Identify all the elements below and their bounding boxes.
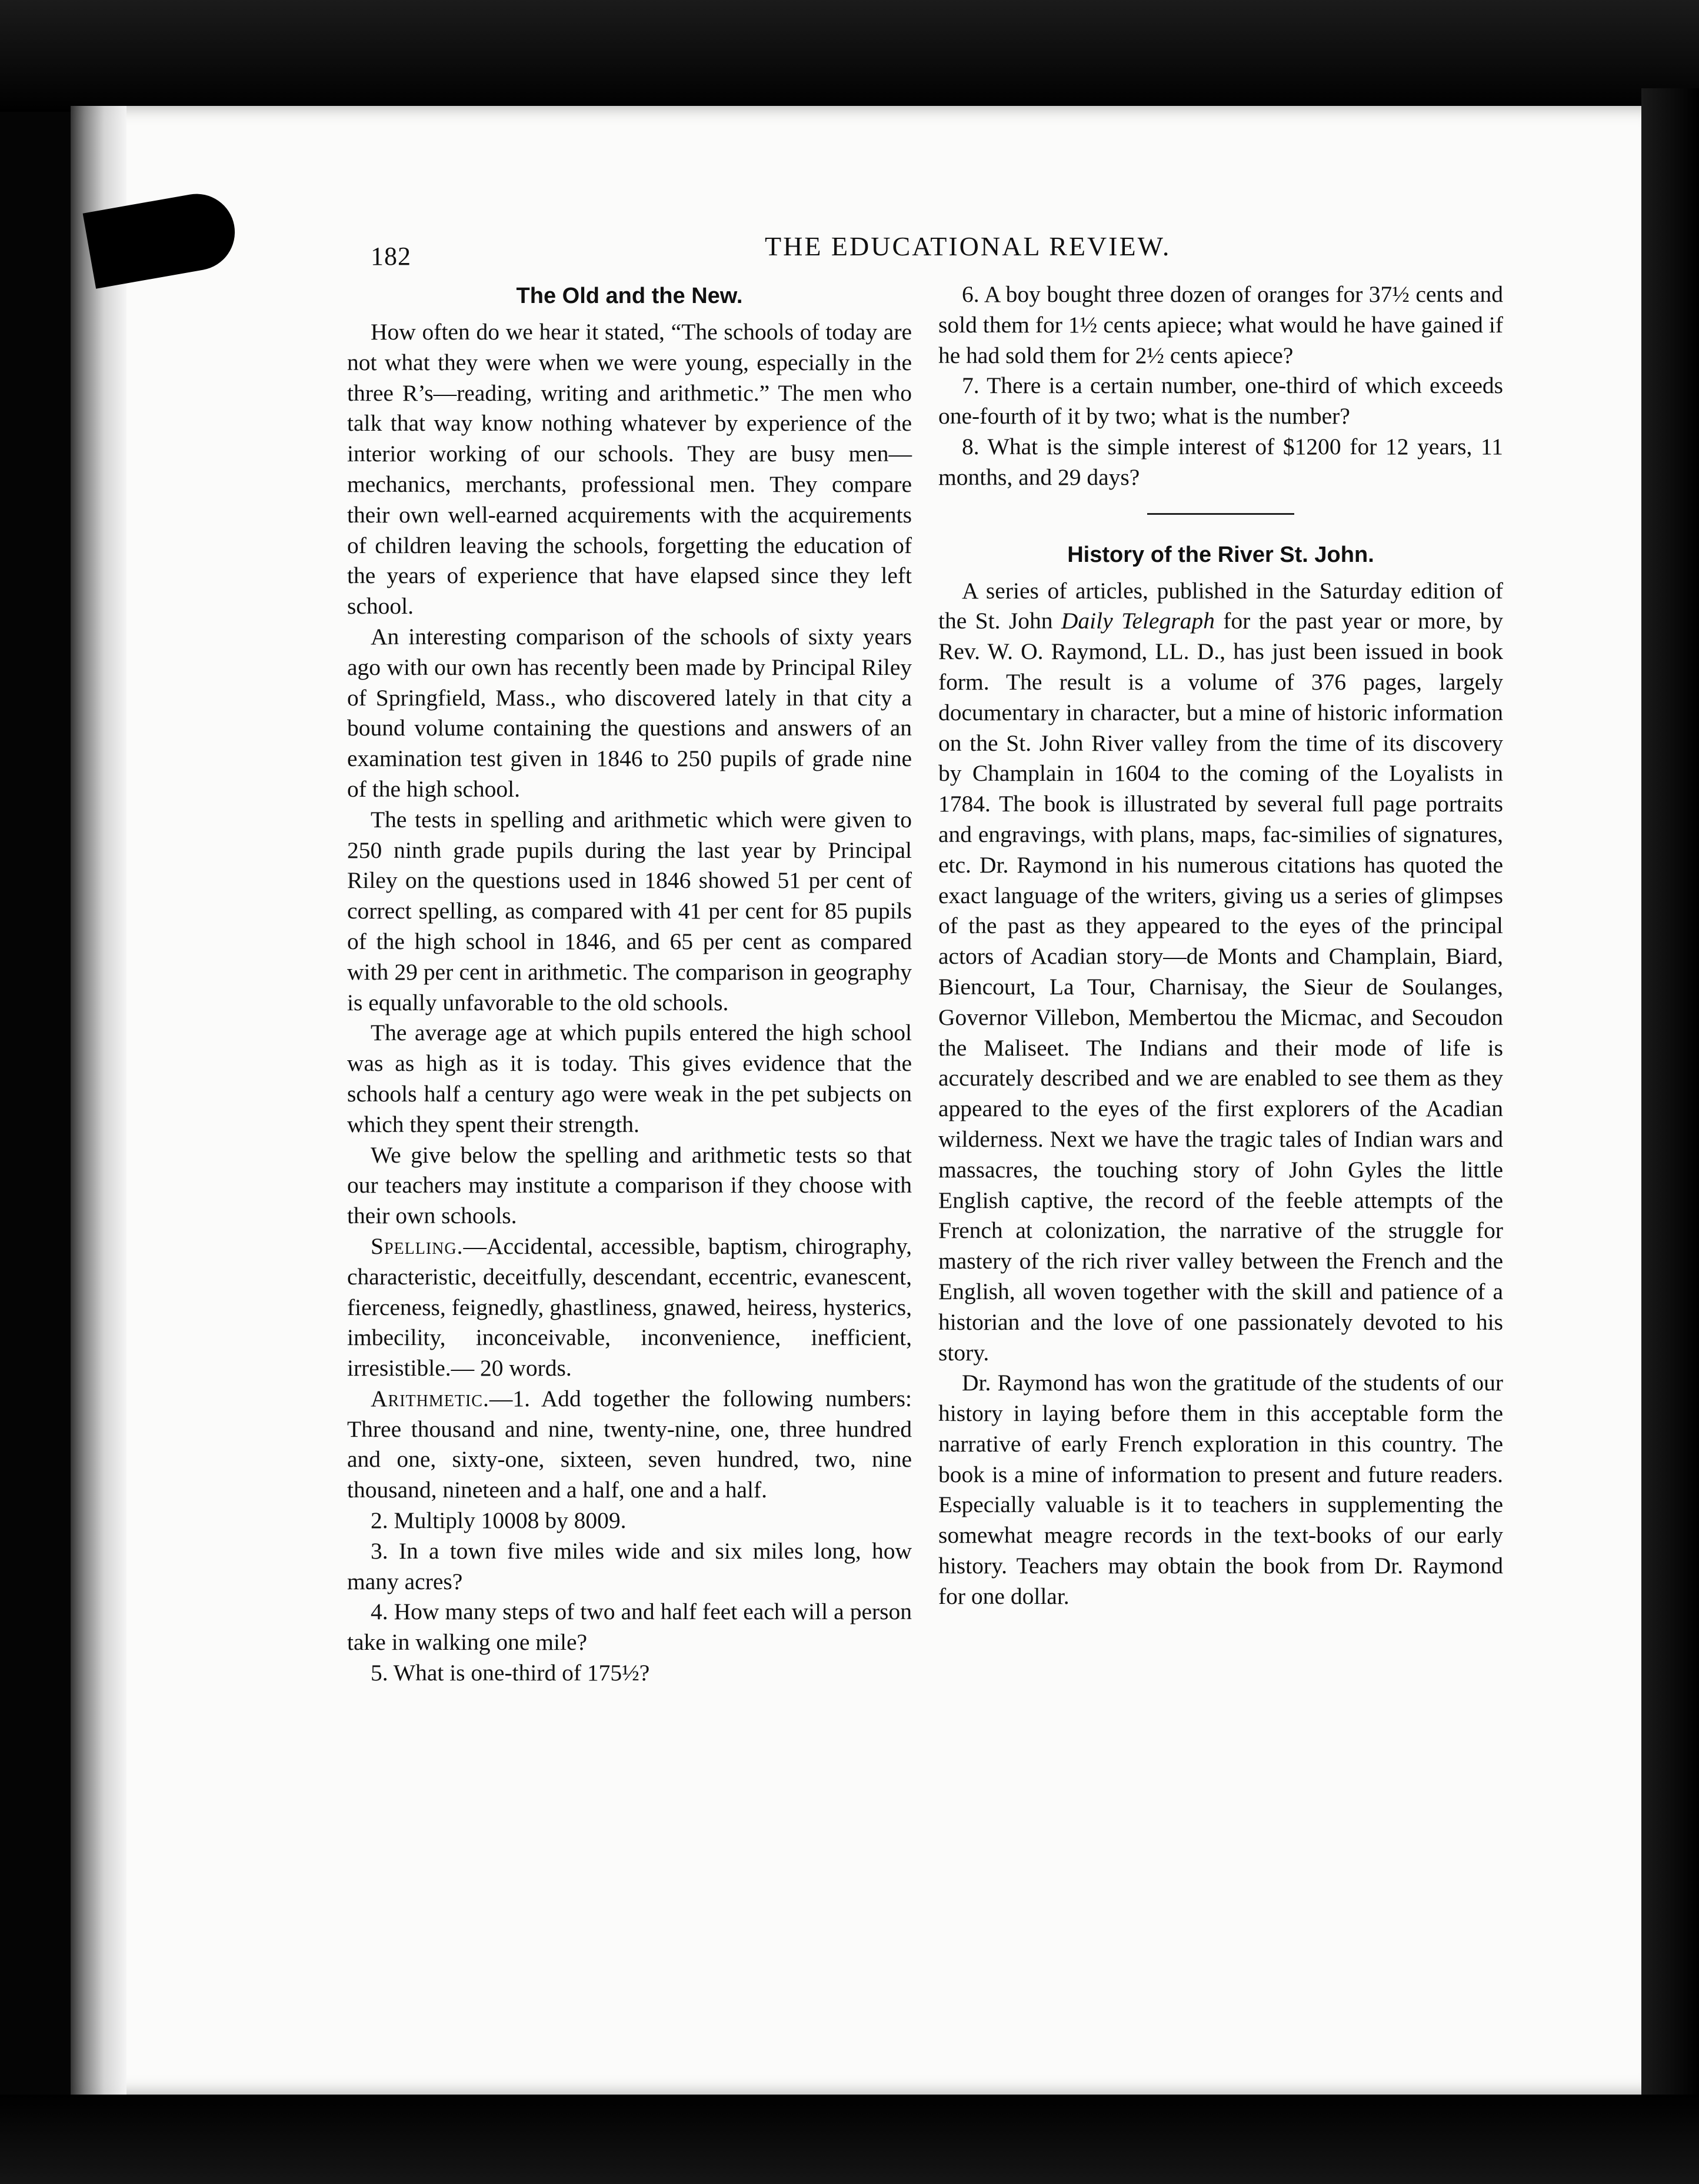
arithmetic-label: Arithmetic. <box>371 1385 489 1411</box>
paragraph-text: for the past year or more, by Rev. W. O. Raymond, LL. D., has just been issued in book form. The result is a volume of 376 pages, largely documentary in character, but a mine of historic information on the St. John River valley from the time of its discovery by Champlain in 1604 to the coming of the Loyalists in 1784. The book is illustrated by several full page portraits and engravings, with plans, maps, fac-similies of signatures, etc. Dr. Raymond in his numerous citations has quoted the exact language of the writers, giving us a series of glimpses of the past as they appeared to the eyes of the principal actors of Acadian story—de Monts and Champlain, Biard, Biencourt, La Tour, Charnisay, the Sieur de Soulanges, Governor Villebon, Membertou the Micmac, and Secoudon the Maliseet. The Indians and their mode of life is accurately described and we are enabled to see them as they appeared to the eyes of the first explorers of the Acadian wilderness. Next we have the tragic tales of Indian wars and massacres, the touching story of John Gyles the little English captive, the record of the feeble attempts of the French at colonization, the narrative of the struggle for mastery of the rich river valley between the French and the English, all woven together with the skill and patience of a historian and the love of one passionately devoted to his story. <box>938 608 1503 1366</box>
arithmetic-question: 5. What is one-third of 175½? <box>371 1660 650 1686</box>
arithmetic-question: 3. In a town five miles wide and six miles long, how many acres? <box>347 1537 912 1594</box>
newspaper-title: Daily Telegraph <box>1061 608 1215 634</box>
page-number: 182 <box>371 242 411 271</box>
arithmetic-question: 7. There is a certain number, one-third of which exceeds one-fourth of it by two; what is the number? <box>938 372 1503 430</box>
page-binding-edge <box>71 106 126 2095</box>
right-column <box>938 279 1503 1612</box>
scan-right-border <box>1641 88 1699 2118</box>
article-heading-old-and-new: The Old and the New. <box>516 284 743 308</box>
arithmetic-question: 8. What is the simple interest of $1200 for 12 years, 11 months, and 29 days? <box>938 433 1503 490</box>
spelling-words: —Accidental, accessible, baptism, chirography, characteristic, deceitfully, descendant, eccentric, evanescent, fierceness, feignedly, ghastliness, gnawed, heiress, hysterics, imbecility, inconceivable, inconvenience, inefficient, irresistible.— 20 words. <box>347 1233 912 1381</box>
paragraph-text: A series of articles, published in the Saturday edition of the St. John <box>938 577 1503 634</box>
running-title: THE EDUCATIONAL REVIEW. <box>765 231 1171 261</box>
paragraph: Dr. Raymond has won the gratitude of the students of our history in laying before them in this acceptable form the narrative of early French exploration in this country. The book is a mine of information to present and future readers. Especially valuable is it to teachers in supplementing the somewhat meagre records in the text-books of our early history. Teachers may obtain the book from Dr. Raymond for one dollar. <box>938 1370 1503 1609</box>
arithmetic-question: 6. A boy bought three dozen of oranges for 37½ cents and sold them for 1½ cents apiece; what would he have gained if he had sold them for 2½ cents apiece? <box>938 281 1503 368</box>
paragraph <box>938 576 1503 1369</box>
section-divider <box>1147 513 1294 515</box>
paragraph: We give below the spelling and arithmetic tests so that our teachers may institute a comparison if they choose with their own schools. <box>347 1141 912 1229</box>
article-heading-river-st-john: History of the River St. John. <box>1067 542 1374 567</box>
arithmetic-question: 4. How many steps of two and half feet each will a person take in walking one mile? <box>347 1599 912 1656</box>
spelling-test <box>347 1231 912 1384</box>
paragraph: The tests in spelling and arithmetic which were given to 250 ninth grade pupils during the last year by Principal Riley on the questions used in 1846 showed 51 per cent of correct spelling, as compared with 41 per cent for 85 pupils of the high school in 1846, and 65 per cent as compared with 29 per cent in arithmetic. The comparison in geography is equally unfavorable to the old schools. <box>347 806 912 1016</box>
paragraph: An interesting comparison of the schools of sixty years ago with our own has recently been made by Principal Riley of Springfield, Mass., who discovered lately in that city a bound volume containing the questions and answers of an examination test given in 1846 to 250 pupils of grade nine of the high school. <box>347 623 912 802</box>
scan-top-border <box>0 0 1699 112</box>
arithmetic-question: 2. Multiply 10008 by 8009. <box>371 1507 627 1534</box>
spelling-label: Spelling. <box>371 1233 464 1259</box>
arithmetic-question-1: —1. Add together the following numbers: Three thousand and nine, twenty-nine, one, three hundred and one, sixty-one, sixteen, seven hundred, two, nine thousand, nineteen and a half, one and a half. <box>347 1385 912 1503</box>
scan-bottom-border <box>0 2095 1699 2184</box>
paragraph: How often do we hear it stated, “The schools of today are not what they were when we were young, especially in the three R’s—reading, writing and arithmetic.” The men who talk that way know nothing whatever by experience of the interior working of our schools. They are busy men—mechanics, merchants, professional men. They compare their own well-earned acquirements with the acquirements of children leaving the schools, forgetting the education of the years of experience that have elapsed since they left school. <box>347 319 912 620</box>
paragraph: The average age at which pupils entered the high school was as high as it is today. This gives evidence that the schools half a century ago were weak in the pet subjects on which they spent their strength. <box>347 1020 912 1137</box>
left-column <box>347 279 912 1689</box>
arithmetic-test <box>347 1384 912 1506</box>
